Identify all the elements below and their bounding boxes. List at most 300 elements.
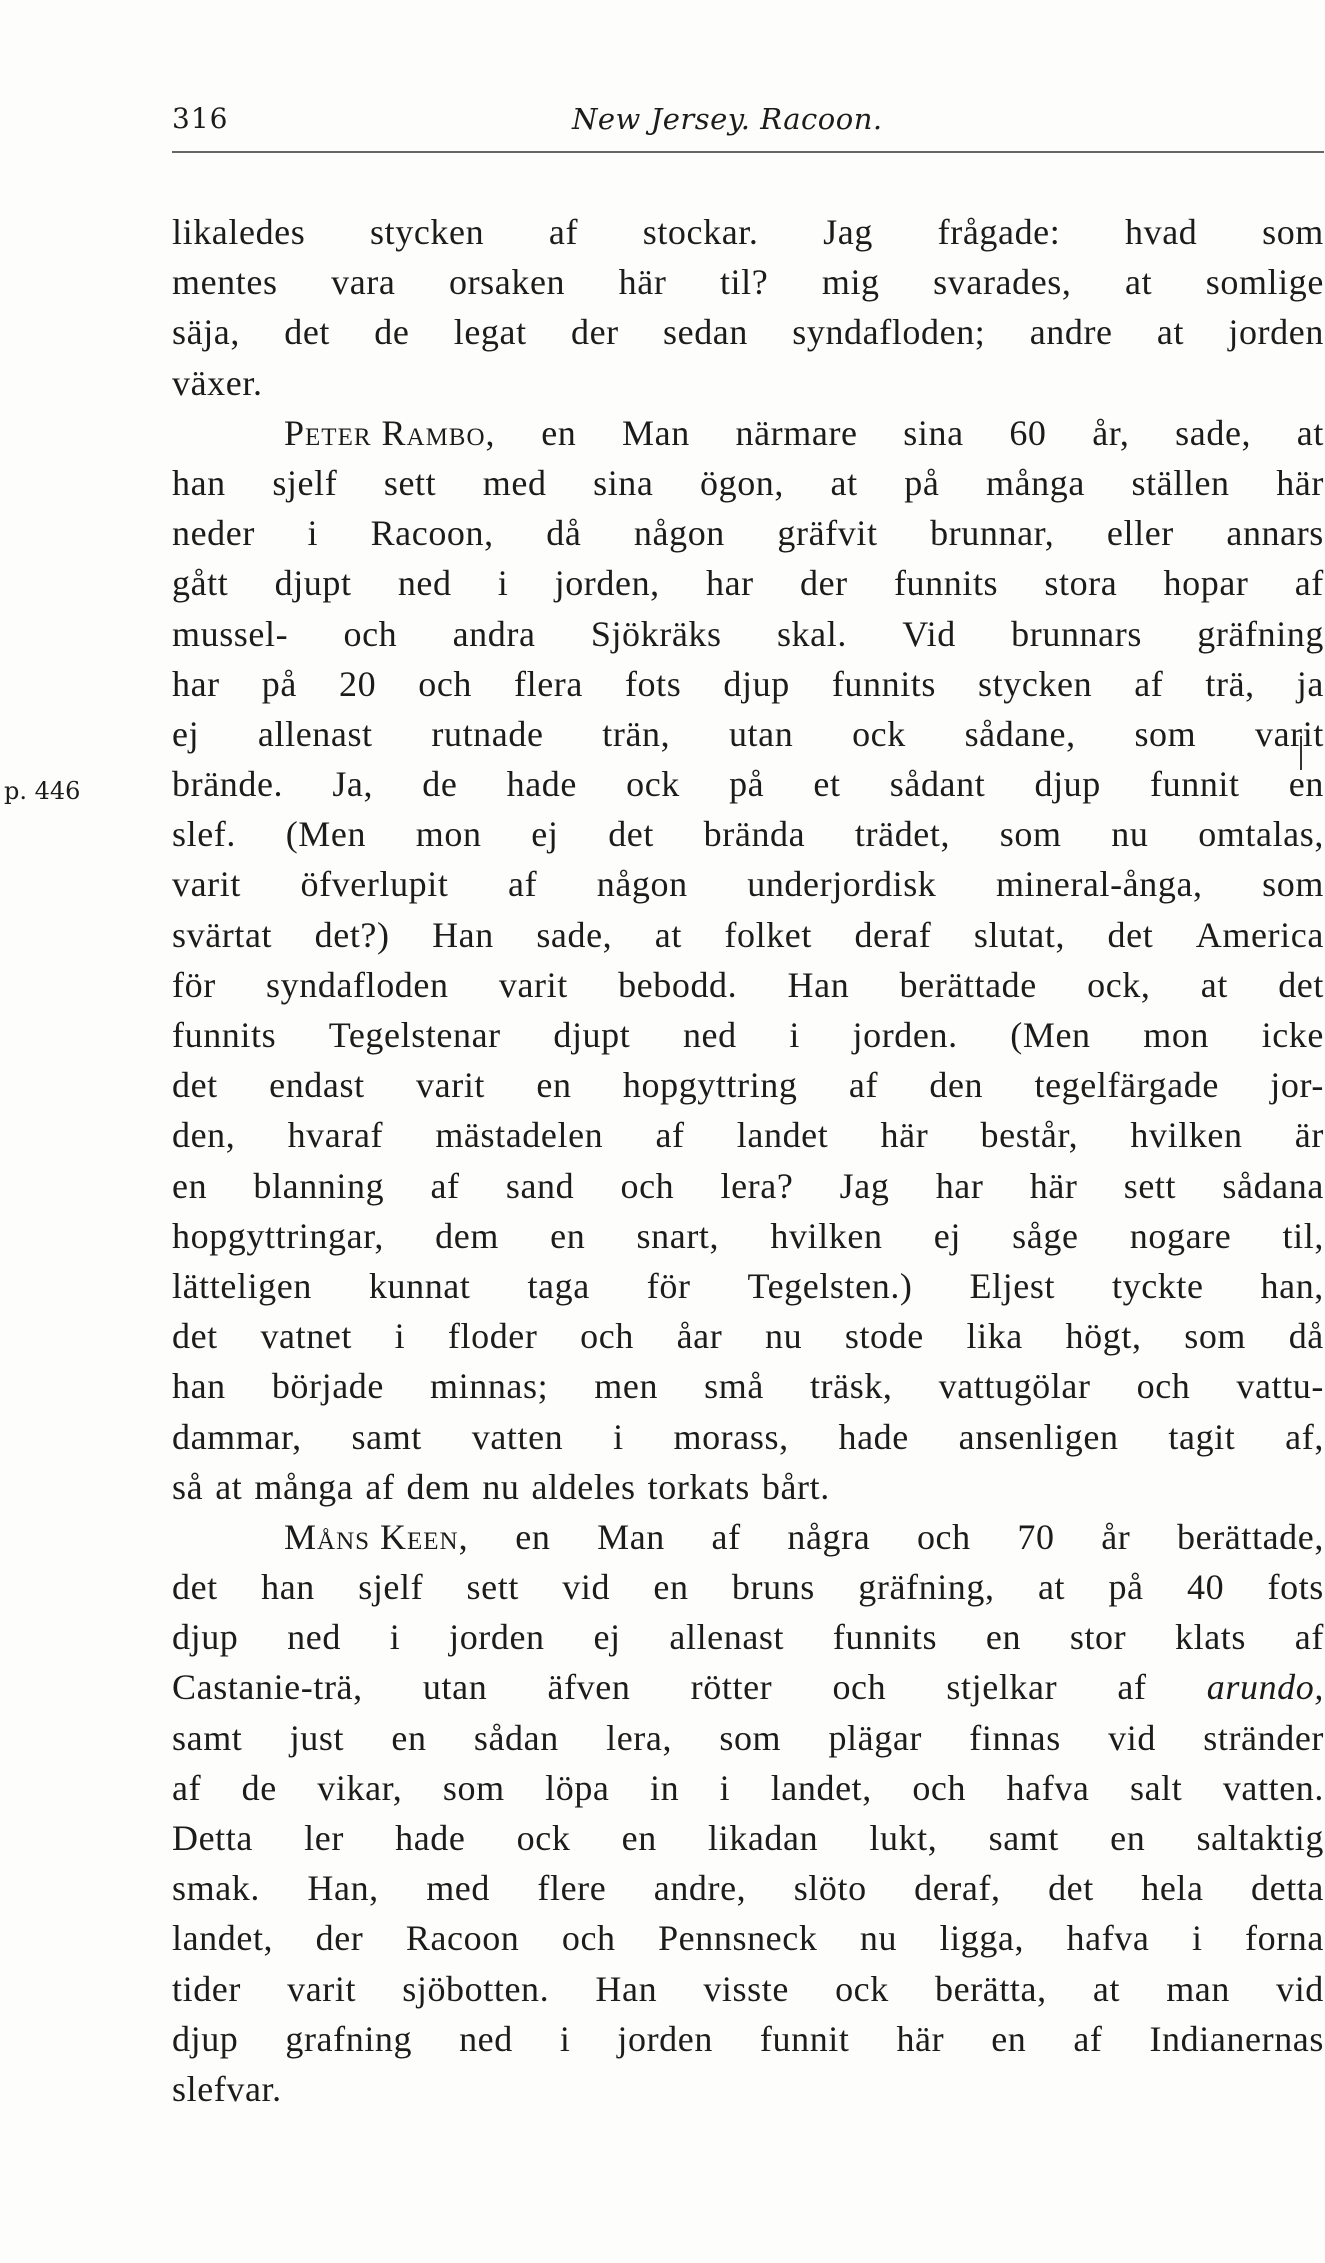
word: ställen	[1131, 462, 1230, 503]
word: af	[548, 212, 579, 252]
text-line	[172, 609, 1324, 659]
word: af	[1134, 663, 1164, 704]
word: trädet,	[854, 814, 951, 855]
word: samt	[988, 1818, 1059, 1858]
word: vatten.	[1222, 1767, 1324, 1808]
word: Ja,	[332, 764, 374, 805]
text-line	[172, 1964, 1324, 2014]
word: af	[1073, 2018, 1103, 2059]
word: en	[391, 1717, 427, 1758]
text-line	[172, 1813, 1324, 1863]
word: jorden	[449, 1617, 545, 1658]
word: af	[1294, 563, 1324, 604]
word: just	[289, 1717, 345, 1758]
word: så	[172, 1466, 204, 1507]
word: at	[654, 914, 682, 955]
word: i	[613, 1416, 624, 1457]
word: och	[912, 1767, 967, 1808]
text-line	[172, 2064, 1324, 2114]
word: hvilken	[770, 1215, 883, 1256]
word: jorden.	[852, 1015, 958, 1055]
word: hvad	[1125, 212, 1198, 252]
word: likadan	[708, 1818, 819, 1858]
word: ansenligen	[958, 1416, 1119, 1457]
word: til?	[719, 262, 769, 303]
word: ock	[626, 764, 680, 805]
word: at	[830, 462, 858, 503]
word: varit	[498, 964, 568, 1005]
word: nu	[1111, 814, 1149, 855]
word: til,	[1282, 1215, 1324, 1256]
text-line	[172, 1913, 1324, 1963]
text-line	[172, 1562, 1324, 1612]
word: vattugölar	[938, 1366, 1091, 1407]
word: bebodd.	[618, 964, 738, 1005]
word: vattu-	[1236, 1366, 1324, 1407]
word: en	[536, 1065, 572, 1106]
word: en	[991, 2018, 1027, 2059]
word: med	[482, 462, 547, 503]
word: här	[1276, 462, 1324, 503]
word: saltaktig	[1196, 1818, 1324, 1858]
word: funnits	[832, 1617, 938, 1658]
word: för	[172, 964, 216, 1005]
word: af	[508, 864, 538, 905]
word: berättade	[899, 964, 1037, 1005]
text-line	[172, 910, 1324, 960]
word: sådane,	[964, 713, 1076, 754]
word: och	[620, 1165, 675, 1206]
word: vid	[1276, 1968, 1324, 2009]
word: jorden	[1228, 312, 1324, 353]
word: underjordisk	[747, 864, 937, 905]
word: hvilken	[1130, 1115, 1243, 1156]
word: rutnade	[431, 713, 544, 754]
word: här	[880, 1115, 929, 1156]
word: lera?	[720, 1165, 794, 1206]
word: sade,	[1175, 412, 1252, 453]
word: har	[172, 663, 220, 704]
word: aldeles	[531, 1466, 636, 1507]
text-line	[172, 1713, 1324, 1763]
word: stora	[1044, 563, 1118, 604]
word: af	[365, 1466, 395, 1507]
word: at	[215, 1466, 243, 1507]
word: sina	[593, 462, 654, 503]
word: andre	[1029, 312, 1113, 353]
text-line	[172, 1010, 1324, 1060]
word: här	[1029, 1165, 1078, 1206]
word: såge	[1012, 1215, 1079, 1256]
word: några	[787, 1516, 871, 1557]
text-line	[172, 458, 1324, 508]
word: funnit	[1150, 764, 1240, 805]
word: på	[1108, 1567, 1144, 1608]
word: at	[1200, 964, 1228, 1005]
text-line	[172, 207, 1324, 257]
word: (Men	[1010, 1015, 1091, 1055]
word: Detta	[172, 1818, 253, 1858]
word: ock	[852, 713, 906, 754]
italic-word: arundo,	[1206, 1667, 1324, 1708]
word: der	[315, 1918, 364, 1959]
word: brände.	[172, 764, 284, 805]
word: det	[172, 1567, 218, 1608]
word: 40	[1186, 1567, 1225, 1608]
word: dem	[406, 1466, 471, 1507]
word: allenast	[257, 713, 373, 754]
word: funnits	[893, 563, 999, 604]
body-text	[172, 207, 1324, 2114]
text-line	[172, 659, 1324, 709]
word: ock,	[1087, 964, 1151, 1005]
word: at	[1037, 1567, 1066, 1608]
word: syndafloden	[266, 964, 449, 1005]
word: lera,	[606, 1717, 673, 1758]
word: Han	[432, 914, 494, 955]
word: somlige	[1205, 262, 1324, 303]
word: lukt,	[869, 1818, 938, 1858]
word: mig	[821, 262, 880, 303]
word: forna	[1244, 1918, 1324, 1959]
word: ej	[531, 814, 559, 855]
text-line	[172, 1211, 1324, 1261]
word: nogare	[1129, 1215, 1232, 1256]
word: Racoon,	[370, 513, 494, 554]
word: funnit	[759, 2018, 850, 2059]
word: dem	[435, 1215, 499, 1256]
word: ej	[172, 713, 200, 754]
word: brända	[703, 814, 806, 855]
word: visste	[703, 1968, 789, 2009]
word: af	[711, 1516, 741, 1557]
word: en	[1288, 764, 1324, 805]
word: frågade:	[937, 212, 1061, 252]
word: en	[1110, 1818, 1146, 1858]
word: man	[1166, 1968, 1230, 2009]
word: en	[550, 1215, 586, 1256]
word: (Men	[285, 814, 367, 855]
word: af	[1117, 1667, 1147, 1708]
word: Man	[622, 412, 690, 453]
word: annars	[1226, 513, 1324, 554]
word: snart,	[636, 1215, 720, 1256]
word: funnits	[172, 1015, 277, 1055]
text-line	[172, 759, 1324, 809]
word: Vid	[902, 613, 956, 654]
word: deraf	[854, 914, 932, 955]
word: hopgyttring	[622, 1065, 798, 1106]
word: Racoon	[405, 1918, 520, 1959]
word: har	[705, 563, 754, 604]
word: dammar,	[172, 1416, 302, 1457]
word: floder	[447, 1316, 538, 1357]
text-line	[172, 1412, 1324, 1462]
word: det	[284, 312, 331, 353]
word: 70	[1017, 1516, 1055, 1557]
word: är	[1294, 1115, 1324, 1156]
word: år	[1101, 1516, 1131, 1557]
word: de	[422, 764, 458, 805]
word: det	[172, 1065, 218, 1106]
word: sina	[903, 412, 964, 453]
word: syndafloden;	[792, 312, 986, 353]
word: stränder	[1203, 1717, 1324, 1758]
word: deraf,	[914, 1868, 1001, 1909]
word: slefvar.	[172, 2068, 282, 2109]
word: i	[307, 513, 319, 554]
word: jorden	[617, 2018, 713, 2059]
text-line	[172, 859, 1324, 909]
word: ock	[516, 1818, 571, 1858]
word: de	[241, 1767, 277, 1808]
word: någon	[633, 513, 725, 554]
word: varit	[1254, 713, 1324, 754]
word: i	[789, 1015, 800, 1055]
word: varit	[172, 864, 241, 905]
word: gräfning	[1197, 613, 1324, 654]
word: svärtat	[172, 914, 273, 955]
word: finnas	[969, 1717, 1061, 1758]
word: vid	[562, 1567, 611, 1608]
word: djup	[172, 1617, 239, 1658]
word: en	[621, 1818, 657, 1858]
word: ja	[1296, 663, 1324, 704]
word: träsk,	[809, 1366, 893, 1407]
word: hafva	[1066, 1918, 1150, 1959]
word: sett	[466, 1567, 519, 1608]
word: som	[1134, 713, 1197, 754]
word: grafning	[285, 2018, 413, 2059]
word: vid	[1108, 1717, 1156, 1758]
margin-page-reference: p. 446	[4, 777, 81, 805]
word: tyckte	[1112, 1265, 1204, 1306]
word: stycken	[370, 212, 485, 252]
word: äfven	[547, 1667, 631, 1708]
word: omtalas,	[1198, 814, 1324, 855]
word: säja,	[172, 312, 240, 353]
word: hopar	[1163, 563, 1249, 604]
word: han	[172, 462, 226, 503]
word: at	[1092, 1968, 1121, 2009]
word: hela	[1141, 1868, 1204, 1909]
word: af,	[1285, 1416, 1324, 1457]
word: der	[570, 312, 619, 353]
word: de	[374, 312, 410, 353]
word: det	[172, 1316, 218, 1357]
word: en	[985, 1617, 1022, 1658]
word: slöto	[793, 1868, 867, 1909]
text-line	[172, 1361, 1324, 1411]
word: eller	[1106, 513, 1174, 554]
word: berätta,	[934, 1968, 1047, 2009]
word: många	[985, 462, 1085, 503]
word: löpa	[545, 1767, 610, 1808]
word: slutat,	[973, 914, 1066, 955]
text-line	[172, 1161, 1324, 1211]
word: Jag	[823, 212, 873, 252]
word: högt,	[1065, 1316, 1142, 1357]
text-line	[172, 1863, 1324, 1913]
word: djup	[1034, 764, 1101, 805]
word: djup	[723, 663, 790, 704]
word: sjelf	[358, 1567, 424, 1608]
word: legat	[453, 312, 527, 353]
word: ned	[459, 2018, 513, 2059]
word: allenast	[669, 1617, 785, 1658]
word: hade	[395, 1818, 466, 1858]
word: at	[1296, 412, 1324, 453]
word: klats	[1175, 1617, 1247, 1658]
word: varit	[416, 1065, 486, 1106]
word: nu	[859, 1918, 898, 1959]
word: för	[646, 1265, 691, 1306]
word: Indianernas	[1149, 2018, 1324, 2059]
word: andre,	[653, 1868, 747, 1909]
word: gräfning,	[858, 1567, 995, 1608]
word: djupt	[553, 1015, 631, 1055]
word: började	[271, 1366, 384, 1407]
word: stockar.	[642, 212, 759, 252]
word: tegelfärgade	[1034, 1065, 1219, 1106]
word: små	[704, 1366, 764, 1407]
text-line	[172, 960, 1324, 1010]
word: sedan	[663, 312, 748, 353]
word: en	[541, 412, 577, 453]
word: landet	[736, 1115, 829, 1156]
text-line	[172, 1462, 1324, 1512]
word: af	[430, 1165, 460, 1206]
word: svarades,	[933, 262, 1072, 303]
word: ned	[287, 1617, 341, 1658]
text-line	[172, 408, 1324, 458]
word: Tegelsten.)	[747, 1265, 913, 1306]
word: växer.	[172, 362, 263, 403]
word: Eljest	[969, 1265, 1056, 1306]
word: jor-	[1270, 1065, 1324, 1106]
word: som	[442, 1767, 505, 1808]
word: ligga,	[939, 1918, 1025, 1959]
word: hvaraf	[287, 1115, 384, 1156]
word: i	[719, 1767, 731, 1808]
word: vikar,	[317, 1767, 403, 1808]
word: der	[799, 563, 848, 604]
text-line	[172, 558, 1324, 608]
text-line	[172, 1110, 1324, 1160]
word: mon	[1143, 1015, 1210, 1055]
word: i	[389, 1617, 401, 1658]
word: hopgyttringar,	[172, 1215, 384, 1256]
word: af	[655, 1115, 685, 1156]
word: stjelkar	[946, 1667, 1058, 1708]
word: har	[935, 1165, 984, 1206]
word: åar	[676, 1316, 723, 1357]
word: landet,	[770, 1767, 872, 1808]
word: sand	[505, 1165, 575, 1206]
word: i	[1191, 1918, 1203, 1959]
word: på	[904, 462, 940, 503]
text-line	[172, 1612, 1324, 1662]
word: år,	[1092, 412, 1130, 453]
word: hafva	[1006, 1767, 1090, 1808]
word: Jag	[839, 1165, 890, 1206]
word: 60	[1009, 412, 1047, 453]
text-line	[172, 1060, 1324, 1110]
word: orsaken	[448, 262, 566, 303]
word: tagit	[1168, 1416, 1236, 1457]
word: bruns	[731, 1567, 815, 1608]
word: sjöbotten.	[402, 1968, 550, 2009]
word: brunnars	[1011, 613, 1142, 654]
word: detta	[1251, 1868, 1324, 1909]
word: han	[261, 1567, 315, 1608]
word: det?)	[314, 914, 390, 955]
word: då	[1288, 1316, 1324, 1357]
word: en	[653, 1567, 689, 1608]
word: fots	[624, 663, 682, 704]
word: likaledes	[172, 212, 306, 252]
word: af	[172, 1767, 202, 1808]
word: här	[896, 2018, 945, 2059]
word: här	[618, 262, 667, 303]
text-line	[172, 809, 1324, 859]
word: brunnar,	[930, 513, 1055, 554]
word: taga	[527, 1265, 590, 1306]
word: plägar	[828, 1717, 922, 1758]
word: många	[254, 1466, 354, 1507]
word: han	[172, 1366, 226, 1407]
word: mineral-ånga,	[995, 864, 1203, 905]
word: men	[594, 1366, 659, 1407]
word: den	[929, 1065, 984, 1106]
word: ned	[397, 563, 452, 604]
word: närmare	[735, 412, 858, 453]
word: Castanie-trä,	[172, 1667, 363, 1708]
word: af	[1294, 1617, 1324, 1658]
text-line	[172, 358, 1324, 408]
word: Han	[787, 964, 850, 1005]
word: då	[546, 513, 582, 554]
word: salt	[1129, 1767, 1183, 1808]
word: och	[832, 1667, 887, 1708]
word: ned	[682, 1015, 737, 1055]
word: et	[813, 764, 841, 805]
word: sjelf	[272, 462, 338, 503]
word: nu	[764, 1316, 803, 1357]
word: som	[719, 1717, 782, 1758]
word: mästadelen	[435, 1115, 604, 1156]
word: Tegelstenar	[328, 1015, 501, 1055]
word: trä,	[1205, 663, 1255, 704]
word: kunnat	[368, 1265, 471, 1306]
word: stode	[844, 1316, 924, 1357]
word: sett	[1123, 1165, 1177, 1206]
word: djup	[172, 2018, 239, 2059]
word: sade,	[536, 914, 613, 955]
word: han,	[1260, 1265, 1324, 1306]
text-line	[172, 1512, 1324, 1562]
word: ögon,	[700, 462, 784, 503]
word: hade	[838, 1416, 909, 1457]
page-number: 316	[172, 102, 229, 135]
word: sådan	[473, 1717, 559, 1758]
word: funnits	[831, 663, 937, 704]
word: stycken	[978, 663, 1093, 704]
word: at	[1156, 312, 1185, 353]
word: det	[608, 814, 654, 855]
person-name: Måns Keen,	[284, 1516, 469, 1557]
word: Man	[597, 1516, 665, 1557]
